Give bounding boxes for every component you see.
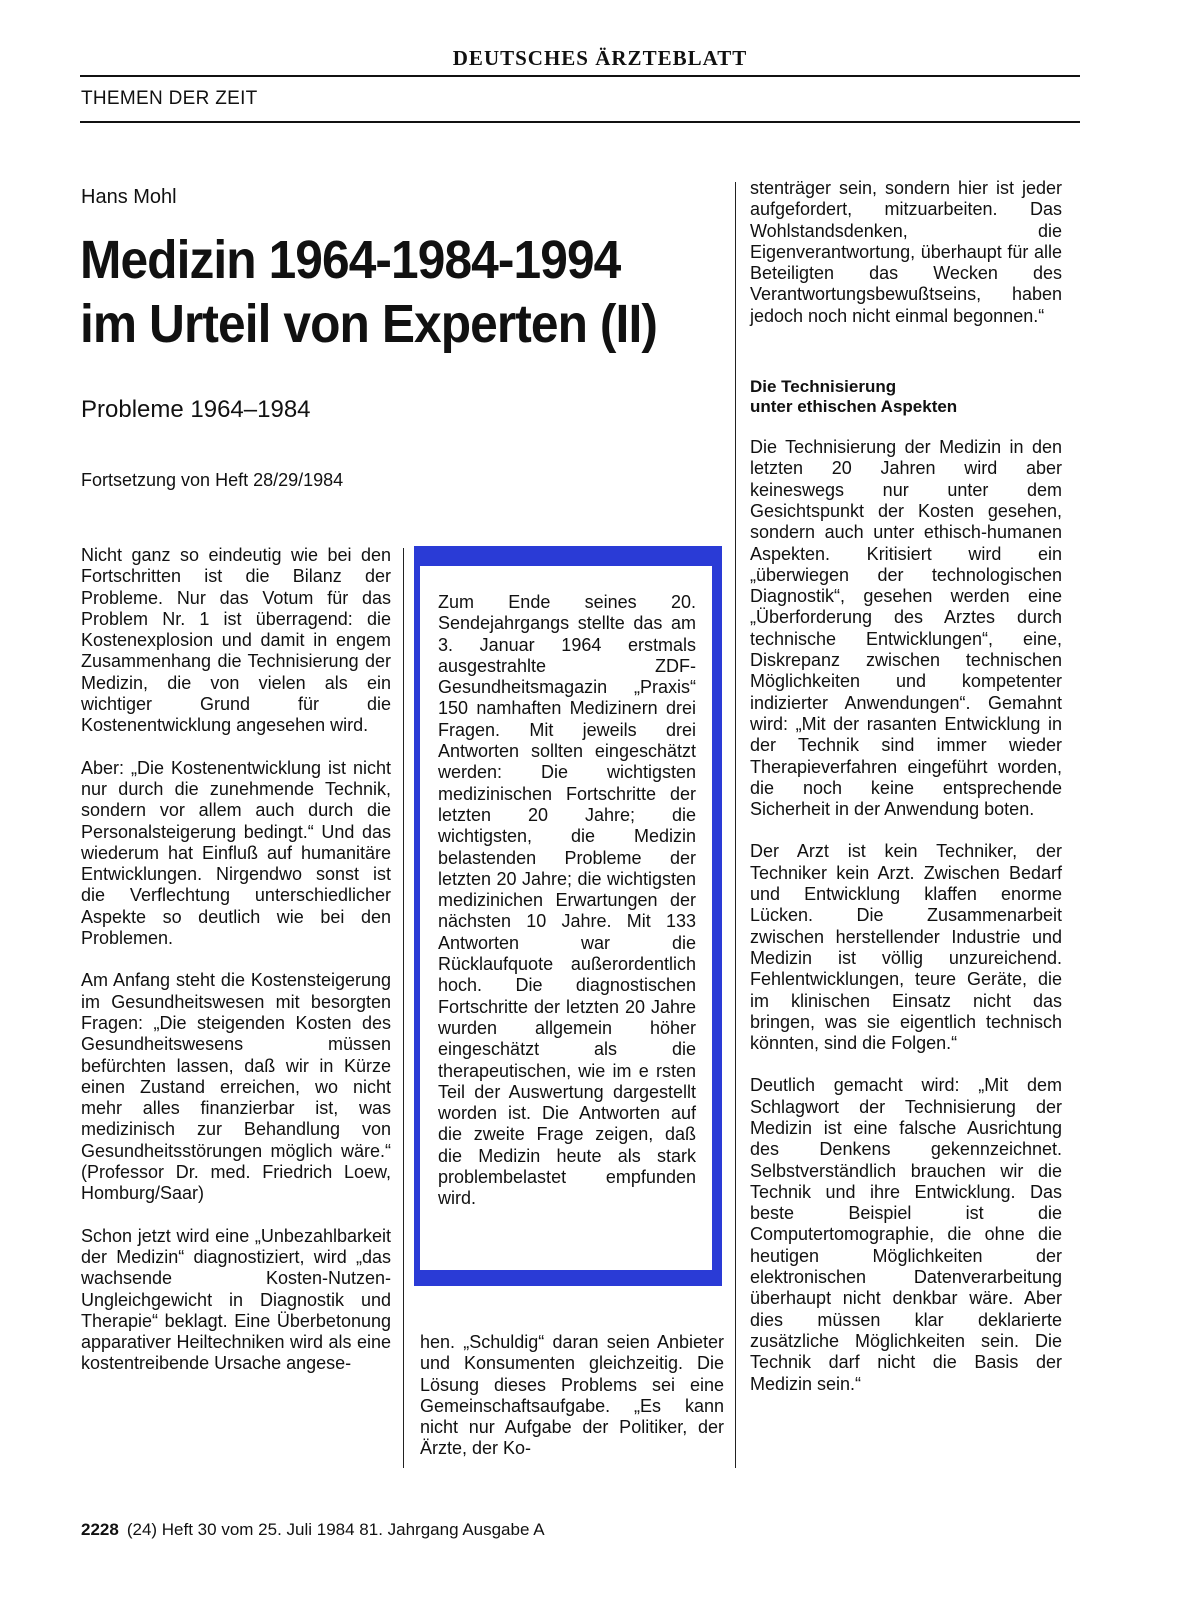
title-line-1: Medizin 1964-1984-1994 (80, 230, 621, 290)
info-box-text: Zum Ende seines 20. Sendejahrgangs stellte das am 3. Januar 1964 erstmals ausgestrahlte ZDF-Gesundheitsmagazin „Praxis“ 150 namhaften Medizinern drei Fragen. Mit jeweils drei Antworten sollten eingeschätzt werden: Die wichtigsten medizinischen Fortschritte der letzten 20 Jahre; die wichtigsten, die Medizin belastenden Probleme der letzten 20 Jahre; die wichtigsten medizinichen Erwartungen der nächsten 10 Jahre. Mit 133 Antworten war die Rücklaufquote außerordentlich hoch. Die diagnostischen Fortschritte der letzten 20 Jahre wurden allgemein höher eingeschätzt als die therapeutischen, wie im e rsten Teil der Auswertung dargestellt worden ist. Die Antworten auf die zweite Frage zeigen, daß die Medizin heute als stark problembelastet empfunden wird. (438, 592, 696, 1209)
column-1 (81, 545, 391, 1396)
column-3 (750, 178, 1062, 1416)
top-rule (80, 75, 1080, 77)
continuation-note: Fortsetzung von Heft 28/29/1984 (81, 470, 344, 490)
footer (81, 1520, 545, 1540)
paragraph: Schon jetzt wird eine „Unbezahlbarkeit der Medizin“ diagnostiziert, wird „das wachsende Kosten-Nutzen-Ungleichgewicht in Diagnostik und Therapie“ beklagt. Eine Überbetonung apparativer Heiltechniken wird als eine kostentreibende Ursache angese- (81, 1225, 391, 1374)
column-divider (403, 548, 404, 1468)
subheading-line-1: Die Technisierung (750, 377, 897, 397)
section-label: THEMEN DER ZEIT (81, 88, 258, 109)
paragraph: Aber: „Die Kostenentwicklung ist nicht nur durch die zunehmende Technik, sondern vor allem auch durch die Personalsteigerung bedingt.“ Und das wiederum hat Einfluß auf humanitäre Entwicklungen. Nirgendwo sonst ist die Verflechtung unterschiedlicher Aspekte so deutlich wie bei den Problemen. (81, 757, 391, 949)
paragraph: Die Technisierung der Medizin in den letzten 20 Jahren wird aber keineswegs nur unter dem Gesichtspunkt der Kosten gesehen, sondern auch unter ethisch-humanen Aspekten. Kritisiert wird ein „überwiegen der technologischen Diagnostik“, gesehen werden eine „Überforderung des Arztes durch technische Entwicklungen“, eine, Diskrepanz zwischen technischen Möglichkeiten und kompetenter indizierter Anwendungen“. Gemahnt wird: „Mit der rasanten Entwicklung in der Technik sind immer wieder Therapieverfahren eingeführt worden, die noch keine entsprechende Sicherheit in der Anwendung boten. (750, 437, 1062, 820)
paragraph: Der Arzt ist kein Techniker, der Techniker kein Arzt. Zwischen Bedarf und Entwicklung klaffen enorme Lücken. Die Zusammenarbeit zwischen herstellender Industrie und Medizin ist völlig unzureichend. Fehlentwicklungen, teure Geräte, die im klinischen Einsatz nicht das bringen, was sie eigentlich technisch könnten, sind die Folgen.“ (750, 841, 1062, 1054)
paragraph: Am Anfang steht die Kostensteigerung im Gesundheitswesen mit besorgten Fragen: „Die steigenden Kosten des Gesundheitswesens müssen befürchten lassen, daß wir in Kürze einen Zustand erreichen, wo nicht mehr alles finanzierbar ist, was medizinisch zur Behandlung von Gesundheitsstörungen möglich wäre.“ (Professor Dr. med. Friedrich Loew, Homburg/Saar) (81, 970, 391, 1204)
subtitle: Probleme 1964–1984 (81, 396, 311, 423)
author: Hans Mohl (81, 186, 177, 208)
subheading-line-2: unter ethischen Aspekten (750, 397, 958, 417)
issue-info: (24) Heft 30 vom 25. Juli 1984 81. Jahrgang Ausgabe A (126, 1520, 545, 1539)
title-line-2: im Urteil von Experten (II) (80, 294, 657, 354)
page-number: 2228 (81, 1520, 119, 1539)
paragraph: hen. „Schuldig“ daran seien Anbieter und Konsumenten gleichzeitig. Die Lösung dieses Problems sei eine Gemeinschaftsaufgabe. „Es kann nicht nur Aufgabe der Politiker, der Ärzte, der Ko- (420, 1332, 724, 1459)
paragraph: stenträger sein, sondern hier ist jeder aufgefordert, mitzuarbeiten. Das Wohlstandsdenken, die Eigenverantwortung, überhaupt für alle Beteiligten das Wecken des Verantwortungsbewußtseins, haben jedoch noch nicht einmal begonnen.“ (750, 178, 1062, 326)
section-rule (80, 121, 1080, 123)
masthead: DEUTSCHES ÄRZTEBLATT (452, 46, 748, 70)
column-divider (735, 182, 736, 1468)
paragraph: Nicht ganz so eindeutig wie bei den Fortschritten ist die Bilanz der Probleme. Nur das Votum für das Problem Nr. 1 ist überragend: die Kostenexplosion und damit in engem Zusammenhang die Technisierung der Medizin, die von vielen als ein wichtiger Grund für die Kostenentwicklung angesehen wird. (81, 545, 391, 736)
article-title (80, 228, 687, 356)
subheading (750, 377, 1062, 417)
paragraph: Deutlich gemacht wird: „Mit dem Schlagwort der Technisierung der Medizin ist eine falsche Ausrichtung des Denkens gekennzeichnet. Selbstverständlich brauchen wir die Technik und ihre Entwicklung. Das beste Beispiel ist die Computertomographie, die ohne die heutigen Möglichkeiten der elektronischen Datenverarbeitung überhaupt nicht denkbar wäre. Aber dies müssen klar deklarierte zusätzliche Möglichkeiten sein. Die Technik darf nicht die Basis der Medizin sein.“ (750, 1075, 1062, 1394)
column-2 (420, 1332, 724, 1481)
